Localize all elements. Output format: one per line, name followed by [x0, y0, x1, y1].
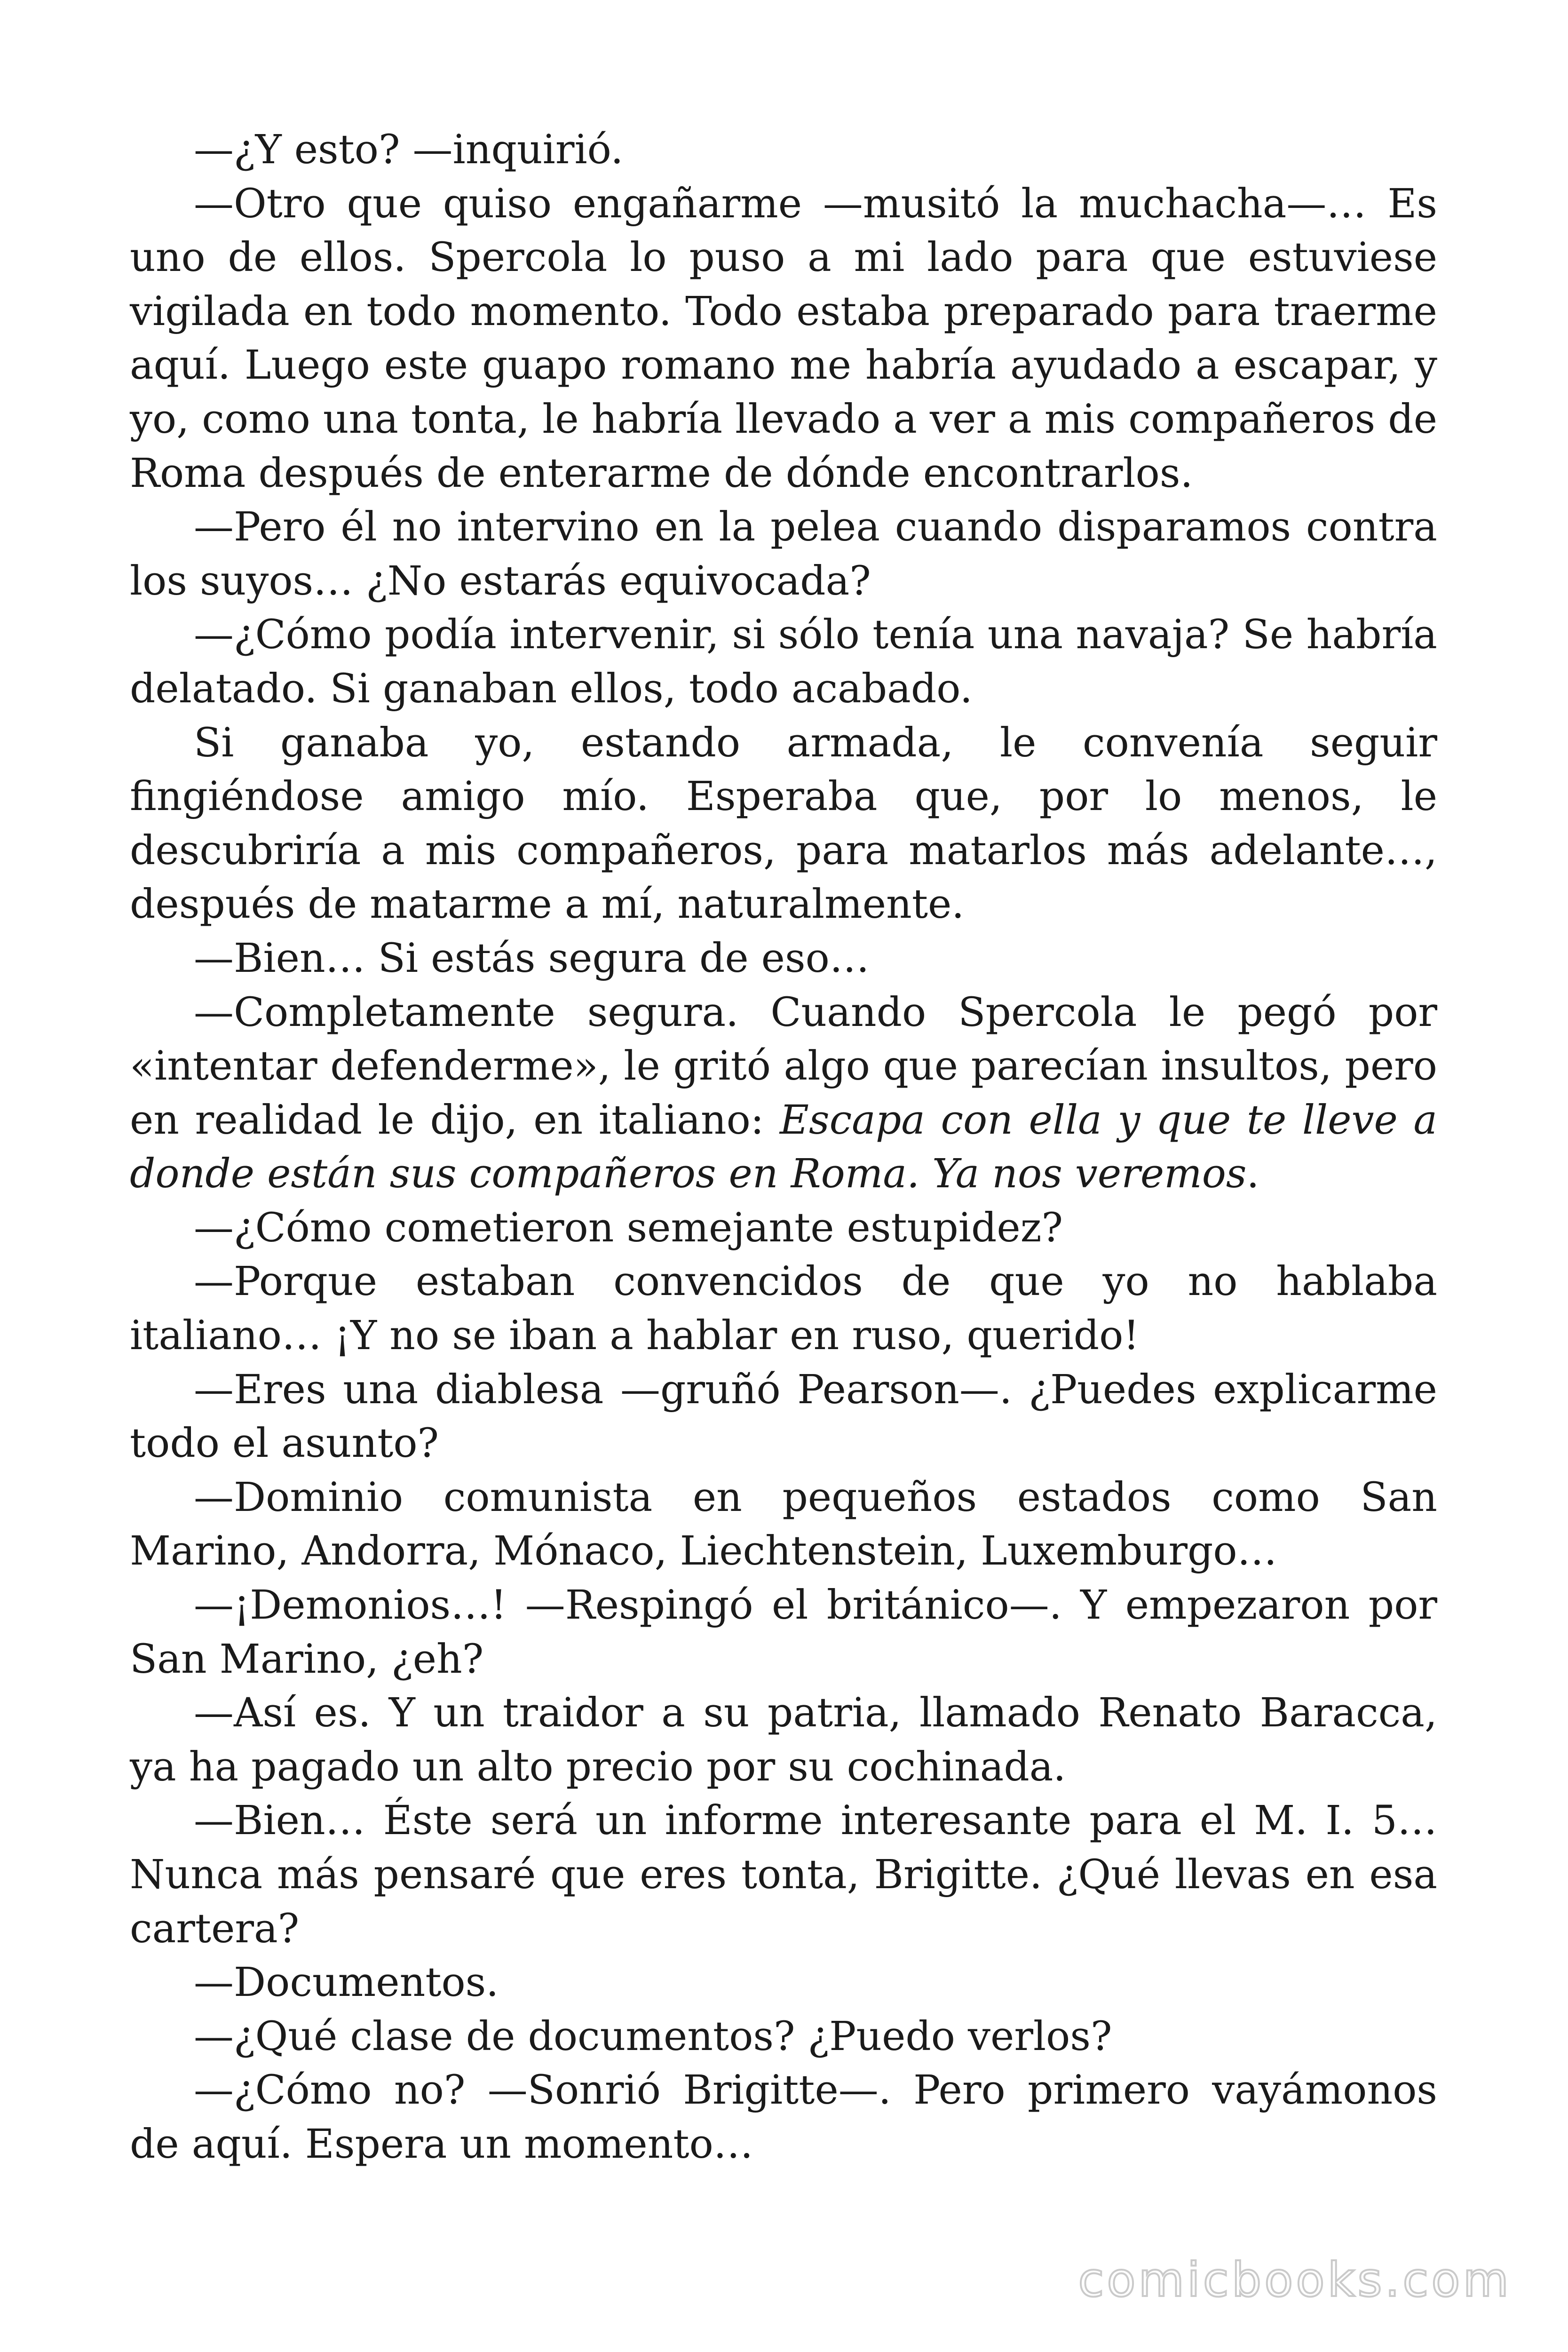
paragraph: —Pero él no intervino en la pelea cuando disparamos contra los suyos… ¿No estarás equivocada? [130, 504, 1437, 604]
paragraph: —Así es. Y un traidor a su patria, llamado Renato Baracca, ya ha pagado un alto precio por su cochinada. [130, 1690, 1437, 1790]
paragraph: —Documentos. [194, 1959, 499, 2006]
paragraph: —¡Demonios…! —Respingó el británico—. Y empezaron por San Marino, ¿eh? [130, 1582, 1437, 1683]
paragraph [130, 986, 1437, 1201]
paragraph: —Porque estaban convencidos de que yo no hablaba italiano… ¡Y no se iban a hablar en ruso, querido! [130, 1258, 1437, 1359]
paragraph: —Dominio comunista en pequeños estados como San Marino, Andorra, Mónaco, Liechtenstein, Luxemburgo… [130, 1474, 1437, 1575]
paragraph: —¿Cómo no? —Sonrió Brigitte—. Pero primero vayámonos de aquí. Espera un momento… [130, 2067, 1437, 2168]
paragraph: —¿Cómo cometieron semejante estupidez? [194, 1204, 1063, 1251]
paragraph: —¿Y esto? —inquirió. [194, 127, 624, 173]
paragraph: —Bien… Si estás segura de eso… [194, 935, 870, 982]
paragraph: —¿Qué clase de documentos? ¿Puedo verlos? [194, 2013, 1112, 2060]
watermark: comicbooks.com [1078, 2252, 1512, 2307]
paragraph-italic-text: Escapa con ella y que te lleve a donde están sus compañeros en Roma. Ya nos veremos [130, 1097, 1438, 1198]
paragraph: Si ganaba yo, estando armada, le convenía seguir fingiéndose amigo mío. Esperaba que, por lo menos, le descubriría a mis compañeros, para matarlos más adelante…, después de matarme a mí, naturalmente. [130, 719, 1437, 928]
paragraph-text-end: . [1246, 1151, 1259, 1198]
body-text [130, 123, 1437, 2172]
paragraph-text: —Completamente segura. Cuando Spercola le pegó por «intentar defenderme», le gritó algo que parecían insultos, pero en realidad le dijo, en italiano: [130, 989, 1437, 1144]
paragraph: —¿Cómo podía intervenir, si sólo tenía una navaja? Se habría delatado. Si ganaban ellos, todo acabado. [130, 612, 1437, 712]
paragraph: —Otro que quiso engañarme —musitó la muchacha—… Es uno de ellos. Spercola lo puso a mi lado para que estuviese vigilada en todo momento. Todo estaba preparado para traerme aquí. Luego este guapo romano me habría ayudado a escapar, y yo, como una tonta, le habría llevado a ver a mis compañeros de Roma después de enterarme de dónde encontrarlos. [130, 180, 1437, 497]
paragraph: —Eres una diablesa —gruñó Pearson—. ¿Puedes explicarme todo el asunto? [130, 1366, 1437, 1467]
paragraph: —Bien… Éste será un informe interesante para el M. I. 5… Nunca más pensaré que eres tonta, Brigitte. ¿Qué llevas en esa cartera? [130, 1797, 1437, 1952]
